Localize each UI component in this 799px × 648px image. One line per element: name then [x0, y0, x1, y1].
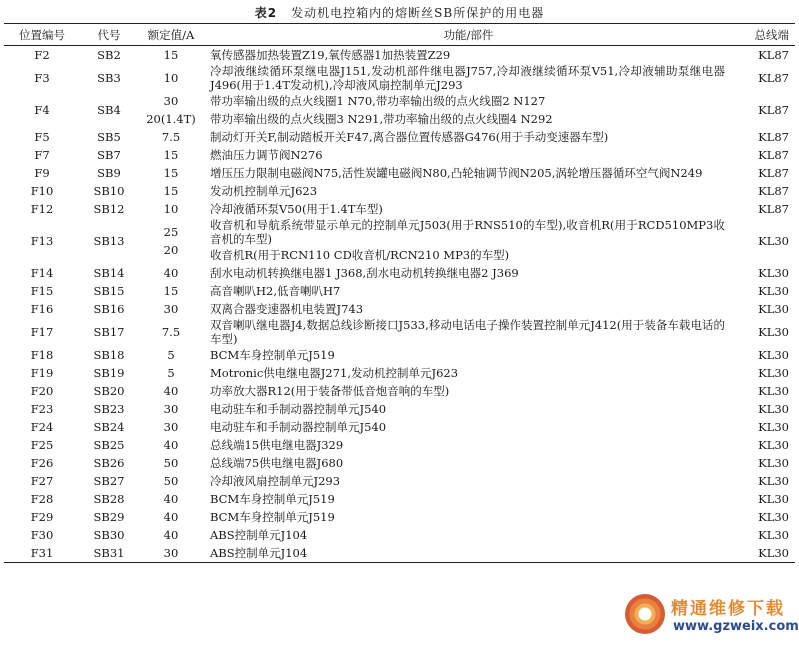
table-row [4, 436, 795, 454]
table-row [4, 200, 795, 218]
cell-bus: KL30 [758, 402, 789, 416]
cell-position: F4 [34, 103, 50, 117]
table-row [4, 282, 795, 300]
rating-value: 7.5 [161, 325, 181, 339]
cell-function [204, 146, 733, 164]
cell-rating [138, 92, 204, 128]
cell-bus: KL87 [758, 103, 789, 117]
rating-value: 50 [163, 456, 179, 470]
cell-bus: KL30 [758, 266, 789, 280]
rating-value: 7.5 [161, 130, 181, 144]
function-text: 总线端75供电继电器J680 [210, 456, 344, 470]
cell-rating [138, 318, 204, 346]
cell-code: SB28 [93, 492, 125, 506]
rating-value: 15 [163, 284, 179, 298]
rating-value: 15 [163, 148, 179, 162]
cell-position: F19 [30, 366, 54, 380]
cell-position: F14 [30, 266, 54, 280]
function-text: 氧传感器加热装置Z19,氧传感器1加热装置Z29 [210, 48, 451, 62]
cell-position: F18 [30, 348, 54, 362]
cell-position: F7 [34, 148, 50, 162]
rating-value: 30 [163, 402, 179, 416]
function-text: 高音喇叭H2,低音喇叭H7 [210, 284, 341, 298]
rating-value: 5 [167, 348, 175, 362]
cell-function [204, 64, 733, 92]
watermark-url: www.gzweix.com [673, 619, 799, 634]
cell-rating [138, 282, 204, 300]
table-row [4, 300, 795, 318]
function-text: 双离合器变速器机电装置J743 [210, 302, 364, 316]
function-text: ABS控制单元J104 [210, 546, 308, 560]
rating-value: 40 [163, 384, 179, 398]
cell-code: SB17 [93, 325, 125, 339]
cell-code: SB12 [93, 202, 125, 216]
cell-rating [138, 418, 204, 436]
header-rating: 额定值/A [138, 24, 204, 46]
cell-rating [138, 544, 204, 563]
cell-position: F20 [30, 384, 54, 398]
cell-rating [138, 264, 204, 282]
cell-position: F28 [30, 492, 54, 506]
cell-bus: KL87 [758, 148, 789, 162]
cell-code: SB18 [93, 348, 125, 362]
cell-rating [138, 218, 204, 264]
function-text: 带功率输出级的点火线圈1 N70,带功率输出级的点火线圈2 N127 [210, 94, 546, 108]
cell-position: F10 [30, 184, 54, 198]
rating-value: 30 [163, 94, 179, 108]
rating-value: 40 [163, 492, 179, 506]
cell-rating [138, 182, 204, 200]
function-text: 电动驻车和手制动器控制单元J540 [210, 402, 387, 416]
cell-bus: KL30 [758, 456, 789, 470]
function-text: BCM车身控制单元J519 [210, 510, 335, 524]
cell-bus: KL30 [758, 420, 789, 434]
cell-rating [138, 128, 204, 146]
function-text: Motronic供电继电器J271,发动机控制单元J623 [210, 366, 459, 380]
cell-rating [138, 490, 204, 508]
cell-bus: KL30 [758, 474, 789, 488]
cell-bus: KL30 [758, 348, 789, 362]
cell-rating [138, 64, 204, 92]
cell-code: SB15 [93, 284, 125, 298]
cell-code: SB9 [97, 166, 121, 180]
rating-value: 40 [163, 528, 179, 542]
cell-rating [138, 364, 204, 382]
rating-value: 15 [163, 184, 179, 198]
cell-function [204, 128, 733, 146]
rating-value: 10 [163, 202, 179, 216]
cell-code: SB27 [93, 474, 125, 488]
cell-position: F25 [30, 438, 54, 452]
cell-position: F27 [30, 474, 54, 488]
cell-code: SB10 [93, 184, 125, 198]
table-row [4, 182, 795, 200]
cell-bus: KL87 [758, 184, 789, 198]
cell-code: SB20 [93, 384, 125, 398]
function-text: 冷却液循环泵V50(用于1.4T车型) [210, 202, 383, 216]
function-text: 发动机控制单元J623 [210, 184, 318, 198]
cell-function [204, 346, 733, 364]
table-row [4, 544, 795, 563]
function-text: 刮水电动机转换继电器1 J368,刮水电动机转换继电器2 J369 [210, 266, 519, 280]
cell-bus: KL30 [733, 544, 795, 563]
cell-position: F31 [4, 544, 80, 563]
function-text: 收音机和导航系统带显示单元的控制单元J503(用于RNS510的车型),收音机R(用于RCD510MP3收音机的车型) [210, 218, 725, 246]
cell-position: F15 [30, 284, 54, 298]
cell-position: F30 [30, 528, 54, 542]
function-text: 收音机R(用于RCN110 CD收音机/RCN210 MP3的车型) [210, 248, 510, 262]
cell-rating [138, 382, 204, 400]
table-header-row [4, 24, 795, 46]
cell-function [204, 490, 733, 508]
cell-function [204, 472, 733, 490]
table-body [4, 46, 795, 563]
cell-code: SB16 [93, 302, 125, 316]
cell-position: F9 [34, 166, 50, 180]
table-row [4, 264, 795, 282]
table-row [4, 472, 795, 490]
cell-code: SB26 [93, 456, 125, 470]
cell-rating [138, 472, 204, 490]
cell-position: F2 [34, 48, 50, 62]
cell-bus: KL30 [758, 234, 789, 248]
table-row [4, 454, 795, 472]
cell-function [204, 400, 733, 418]
cell-rating [138, 400, 204, 418]
cell-code: SB30 [93, 528, 125, 542]
cell-function [204, 264, 733, 282]
watermark [625, 592, 799, 644]
cell-rating [138, 200, 204, 218]
table-row [4, 218, 795, 264]
table-row [4, 508, 795, 526]
header-code: 代号 [80, 24, 138, 46]
table-caption [0, 4, 799, 21]
cell-rating [138, 436, 204, 454]
cell-function [204, 300, 733, 318]
cell-position: F12 [30, 202, 54, 216]
table-row [4, 64, 795, 92]
table-row [4, 490, 795, 508]
cell-bus: KL30 [758, 492, 789, 506]
function-text: 功率放大器R12(用于装备带低音炮音响的车型) [210, 384, 450, 398]
cell-code: SB23 [93, 402, 125, 416]
cell-function [204, 436, 733, 454]
function-text: 电动驻车和手制动器控制单元J540 [210, 420, 387, 434]
cell-function [204, 282, 733, 300]
rating-value: 15 [163, 48, 179, 62]
rating-value: 40 [163, 266, 179, 280]
function-text: 增压压力限制电磁阀N75,活性炭罐电磁阀N80,凸轮轴调节阀N205,涡轮增压器循环空气阀N249 [210, 166, 703, 180]
header-bus: 总线端 [733, 24, 795, 46]
table-row [4, 400, 795, 418]
rating-value: 30 [163, 302, 179, 316]
table-row [4, 364, 795, 382]
function-text: 冷却液继续循环泵继电器J151,发动机部件继电器J757,冷却液继续循环泵V51,冷却液辅助泵继电器J496(用于1.4T发动机),冷却液风扇控制单元J293 [210, 64, 725, 92]
cell-code: SB2 [97, 48, 121, 62]
cell-rating [138, 46, 204, 65]
rating-value: 20 [163, 243, 179, 257]
cell-bus: KL87 [758, 71, 789, 85]
cell-position: F26 [30, 456, 54, 470]
cell-function [204, 382, 733, 400]
cell-position: F3 [34, 71, 50, 85]
cell-rating [138, 346, 204, 364]
cell-rating [138, 164, 204, 182]
rating-value: 10 [163, 71, 179, 85]
cell-position: F17 [30, 325, 54, 339]
table-title: 发动机电控箱内的熔断丝SB所保护的用电器 [291, 6, 545, 20]
cell-code: SB31 [80, 544, 138, 563]
cell-bus: KL30 [758, 510, 789, 524]
rating-value: 20(1.4T) [146, 112, 196, 126]
function-text: ABS控制单元J104 [210, 528, 308, 542]
cell-function [204, 544, 733, 563]
rating-value: 25 [163, 225, 179, 239]
function-text: 燃油压力调节阀N276 [210, 148, 323, 162]
cell-position: F16 [30, 302, 54, 316]
cell-code: SB19 [93, 366, 125, 380]
fuse-table [4, 23, 795, 563]
table-row [4, 318, 795, 346]
cell-function [204, 526, 733, 544]
table-row [4, 128, 795, 146]
table-row [4, 418, 795, 436]
cell-code: SB13 [93, 234, 125, 248]
function-text: 冷却液风扇控制单元J293 [210, 474, 341, 488]
rating-value: 40 [163, 438, 179, 452]
cell-rating [138, 526, 204, 544]
function-text: 制动灯开关F,制动踏板开关F47,离合器位置传感器G476(用于手动变速器车型) [210, 130, 609, 144]
function-text: 带功率输出级的点火线圈3 N291,带功率输出级的点火线圈4 N292 [210, 112, 553, 126]
table-row [4, 164, 795, 182]
cell-rating [138, 146, 204, 164]
cell-bus: KL30 [758, 384, 789, 398]
cell-position: F29 [30, 510, 54, 524]
cell-function [204, 200, 733, 218]
cell-function [204, 92, 733, 128]
table-row [4, 382, 795, 400]
table-row [4, 146, 795, 164]
cell-bus: KL30 [758, 302, 789, 316]
cell-code: SB5 [97, 130, 121, 144]
cell-function [204, 418, 733, 436]
rating-value: 15 [163, 166, 179, 180]
function-text: 双音喇叭继电器J4,数据总线诊断接口J533,移动电话电子操作装置控制单元J412(用于装备车载电话的车型) [210, 318, 725, 346]
function-text: BCM车身控制单元J519 [210, 348, 335, 362]
cell-function [204, 318, 733, 346]
table-row [4, 46, 795, 65]
cell-rating [138, 508, 204, 526]
cell-rating [138, 300, 204, 318]
function-text: BCM车身控制单元J519 [210, 492, 335, 506]
cell-code: SB7 [97, 148, 121, 162]
cell-code: SB25 [93, 438, 125, 452]
watermark-title: 精通维修下载 [671, 599, 785, 619]
cell-bus: KL87 [758, 166, 789, 180]
cell-bus: KL30 [758, 325, 789, 339]
rating-value: 5 [167, 366, 175, 380]
function-text: 总线端15供电继电器J329 [210, 438, 344, 452]
cell-function [204, 218, 733, 264]
cell-function [204, 454, 733, 472]
table-row [4, 526, 795, 544]
watermark-logo-icon [625, 594, 665, 634]
cell-code: SB14 [93, 266, 125, 280]
cell-function [204, 364, 733, 382]
cell-bus: KL87 [758, 130, 789, 144]
cell-code: SB24 [93, 420, 125, 434]
table-row [4, 92, 795, 128]
cell-position: F23 [30, 402, 54, 416]
cell-function [204, 508, 733, 526]
cell-code: SB3 [97, 71, 121, 85]
cell-bus: KL30 [758, 366, 789, 380]
cell-position: F5 [34, 130, 50, 144]
cell-position: F13 [30, 234, 54, 248]
rating-value: 30 [163, 546, 179, 560]
cell-position: F24 [30, 420, 54, 434]
cell-code: SB29 [93, 510, 125, 524]
header-function: 功能/部件 [204, 24, 733, 46]
cell-bus: KL30 [758, 284, 789, 298]
cell-function [204, 182, 733, 200]
cell-function [204, 46, 733, 65]
rating-value: 50 [163, 474, 179, 488]
cell-bus: KL30 [758, 438, 789, 452]
table-row [4, 346, 795, 364]
cell-bus: KL87 [758, 202, 789, 216]
cell-bus: KL87 [758, 48, 789, 62]
cell-rating [138, 454, 204, 472]
header-position: 位置编号 [4, 24, 80, 46]
rating-value: 30 [163, 420, 179, 434]
rating-value: 40 [163, 510, 179, 524]
cell-function [204, 164, 733, 182]
table-number: 表2 [254, 6, 278, 20]
cell-bus: KL30 [758, 528, 789, 542]
cell-code: SB4 [97, 103, 121, 117]
